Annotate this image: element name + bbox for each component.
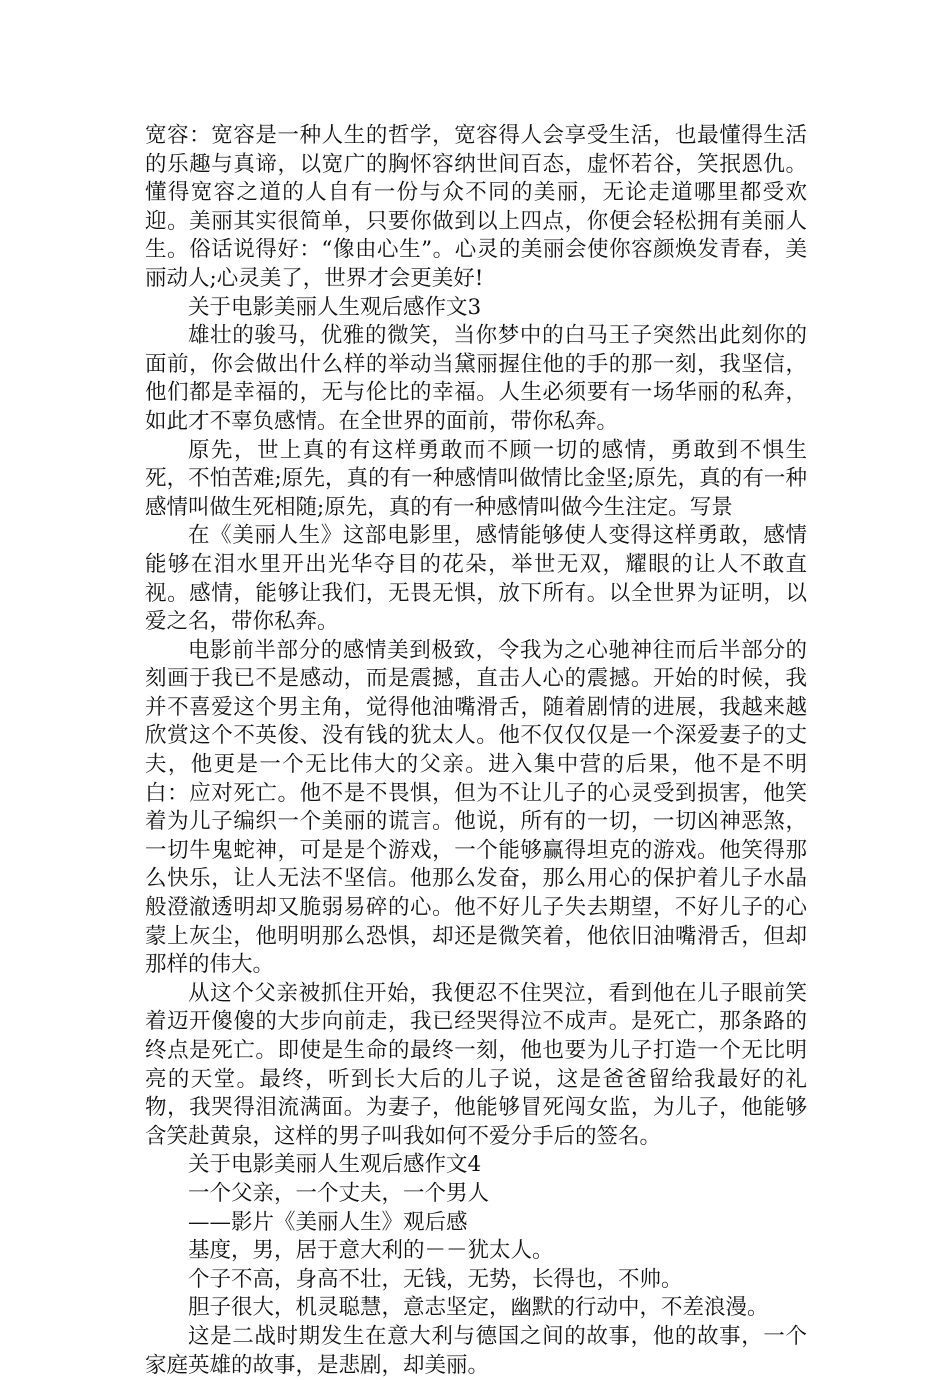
paragraph: 基度，男，居于意大利的－－犹太人。 <box>188 1238 554 1264</box>
paragraph: 电影前半部分的感情美到极致，令我为之心驰神往而后半部分的刻画于我已不是感动，而是震撼，直击人心的震撼。开始的时候，我并不喜爱这个男主角，觉得他油嘴滑舌，随着剧情的进展，我越来越欣赏这个不英俊、没有钱的犹太人。他不仅仅仅是一个深爱妻子的丈夫，他更是一个无比伟大的父亲。进入集中营的后果，他不是不明白：应对死亡。他不是不畏惧，但为不让儿子的心灵受到损害，他笑着为儿子编织一个美丽的谎言。他说，所有的一切，一切凶神恶煞，一切牛鬼蛇神，可是是个游戏，一个能够赢得坦克的游戏。他笑得那么快乐，让人无法不坚信。他那么发奋，那么用心的保护着儿子水晶般澄澈透明却又脆弱易碎的心。他不好儿子失去期望，不好儿子的心蒙上灰尘，他明明那么恐惧，却还是微笑着，他依旧油嘴滑舌，但却那样的伟大。 <box>145 637 807 978</box>
paragraph: 雄壮的骏马，优雅的微笑，当你梦中的白马王子突然出此刻你的面前，你会做出什么样的举动当黛丽握住他的手的那一刻，我坚信，他们都是幸福的，无与伦比的幸福。人生必须要有一场华丽的私奔，如此才不辜负感情。在全世界的面前，带你私奔。 <box>145 323 807 434</box>
section-heading-essay-3: 关于电影美丽人生观后感作文3 <box>188 294 482 320</box>
paragraph: 原先，世上真的有这样勇敢而不顾一切的感情，勇敢到不惧生死，不怕苦难;原先，真的有一种感情叫做情比金坚;原先，真的有一种感情叫做生死相随;原先，真的有一种感情叫做今生注定。写景 <box>145 437 807 520</box>
paragraph: 胆子很大，机灵聪慧，意志坚定，幽默的行动中，不差浪漫。 <box>188 1295 769 1321</box>
essay-title: 一个父亲，一个丈夫，一个男人 <box>188 1180 490 1206</box>
paragraph-intro-continued: 宽容：宽容是一种人生的哲学，宽容得人会享受生活，也最懂得生活的乐趣与真谛，以宽广的胸怀容纳世间百态，虚怀若谷，笑抿恩仇。懂得宽容之道的人自有一份与众不同的美丽，无论走道哪里都受欢迎。美丽其实很简单，只要你做到以上四点，你便会轻松拥有美丽人生。俗话说得好：“像由心生”。心灵的美丽会使你容颜焕发青春，美丽动人;心灵美了，世界才会更美好! <box>145 123 807 291</box>
section-heading-essay-4: 关于电影美丽人生观后感作文4 <box>188 1152 482 1178</box>
document-body <box>145 122 807 1380</box>
paragraph: 在《美丽人生》这部电影里，感情能够使人变得这样勇敢，感情能够在泪水里开出光华夺目的花朵，举世无双，耀眼的让人不敢直视。感情，能够让我们，无畏无惧，放下所有。以全世界为证明，以爱之名，带你私奔。 <box>145 523 807 635</box>
paragraph: 这是二战时期发生在意大利与德国之间的故事，他的故事，一个家庭英雄的故事，是悲剧，却美丽。 <box>145 1323 807 1378</box>
paragraph: 个子不高，身高不壮，无钱，无势，长得也，不帅。 <box>188 1266 683 1292</box>
paragraph: 从这个父亲被抓住开始，我便忍不住哭泣，看到他在儿子眼前笑着迈开傻傻的大步向前走，我已经哭得泣不成声。是死亡，那条路的终点是死亡。即使是生命的最终一刻，他也要为儿子打造一个无比明亮的天堂。最终，听到长大后的儿子说，这是爸爸留给我最好的礼物，我哭得泪流满面。为妻子，他能够冒死闯女监，为儿子，他能够含笑赴黄泉，这样的男子叫我如何不爱分手后的签名。 <box>145 980 807 1149</box>
essay-subtitle: ——影片《美丽人生》观后感 <box>188 1209 468 1235</box>
